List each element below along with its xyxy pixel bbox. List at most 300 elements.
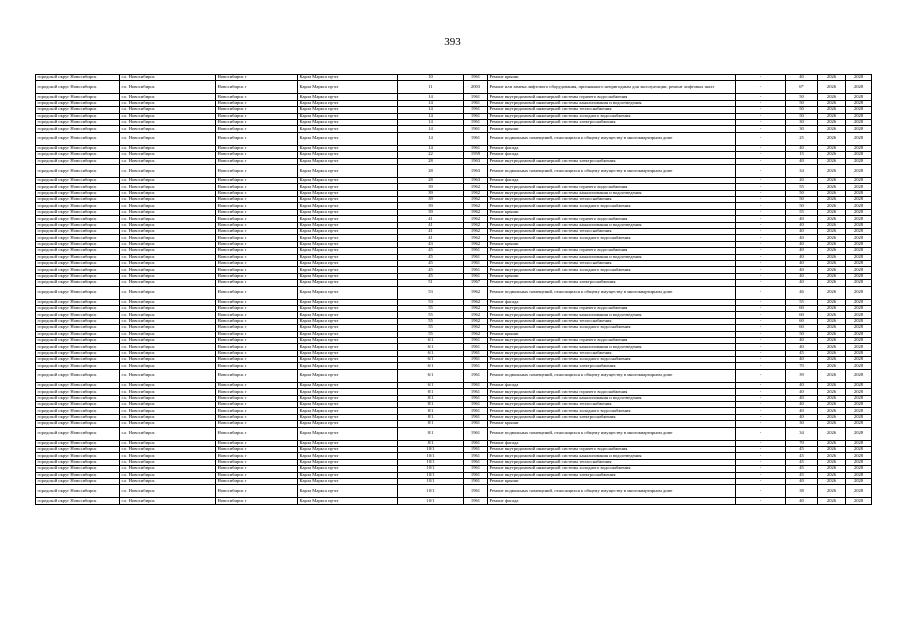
cell-okrug: городской округ Новосибирск bbox=[36, 229, 120, 235]
cell-from: 2026 bbox=[818, 113, 846, 119]
cell-street: Карла Маркса пр-кт bbox=[298, 305, 398, 311]
cell-house: 14 bbox=[398, 145, 464, 151]
cell-dash: - bbox=[736, 273, 786, 279]
cell-house: 55 bbox=[398, 312, 464, 318]
cell-street: Карла Маркса пр-кт bbox=[298, 267, 398, 273]
cell-cost: 50 bbox=[786, 100, 818, 106]
cell-from: 2026 bbox=[818, 158, 846, 164]
cell-okrug: городской округ Новосибирск bbox=[36, 325, 120, 331]
cell-house: 14 bbox=[398, 107, 464, 113]
cell-city: г.о. Новосибирск bbox=[120, 235, 216, 241]
cell-dash: - bbox=[736, 100, 786, 106]
cell-city: г.о. Новосибирск bbox=[120, 485, 216, 498]
cell-np: Новосибирск г bbox=[216, 197, 298, 203]
cell-np: Новосибирск г bbox=[216, 273, 298, 279]
cell-cost: 40 bbox=[786, 248, 818, 254]
cell-np: Новосибирск г bbox=[216, 94, 298, 100]
cell-okrug: городской округ Новосибирск bbox=[36, 241, 120, 247]
cell-house: 8/1 bbox=[398, 440, 464, 446]
cell-okrug: городской округ Новосибирск bbox=[36, 119, 120, 125]
cell-house: 10/1 bbox=[398, 459, 464, 465]
cell-okrug: городской округ Новосибирск bbox=[36, 254, 120, 260]
cell-from: 2026 bbox=[818, 267, 846, 273]
cell-house: 14 bbox=[398, 100, 464, 106]
cell-from: 2026 bbox=[818, 305, 846, 311]
cell-street: Карла Маркса пр-кт bbox=[298, 126, 398, 132]
cell-street: Карла Маркса пр-кт bbox=[298, 209, 398, 215]
cell-to: 2028 bbox=[846, 132, 872, 145]
cell-year: 1961 bbox=[464, 466, 488, 472]
cell-cost: 15 bbox=[786, 152, 818, 158]
cell-to: 2028 bbox=[846, 498, 872, 504]
cell-np: Новосибирск г bbox=[216, 235, 298, 241]
cell-year: 1961 bbox=[464, 344, 488, 350]
cell-street: Карла Маркса пр-кт bbox=[298, 369, 398, 382]
cell-work: Ремонт внутридомовой инженерной системы канализования и водоотведения bbox=[488, 254, 736, 260]
cell-street: Карла Маркса пр-кт bbox=[298, 94, 398, 100]
cell-np: Новосибирск г bbox=[216, 222, 298, 228]
cell-dash: - bbox=[736, 318, 786, 324]
cell-np: Новосибирск г bbox=[216, 286, 298, 299]
cell-from: 2026 bbox=[818, 389, 846, 395]
cell-house: 45 bbox=[398, 254, 464, 260]
cell-dash: - bbox=[736, 132, 786, 145]
cell-city: г.о. Новосибирск bbox=[120, 414, 216, 420]
cell-street: Карла Маркса пр-кт bbox=[298, 478, 398, 484]
cell-year: 1961 bbox=[464, 402, 488, 408]
cell-to: 2028 bbox=[846, 382, 872, 388]
cell-okrug: городской округ Новосибирск bbox=[36, 203, 120, 209]
cell-city: г.о. Новосибирск bbox=[120, 197, 216, 203]
cell-city: г.о. Новосибирск bbox=[120, 248, 216, 254]
cell-from: 2026 bbox=[818, 190, 846, 196]
cell-house: 10/1 bbox=[398, 478, 464, 484]
cell-np: Новосибирск г bbox=[216, 395, 298, 401]
cell-np: Новосибирск г bbox=[216, 132, 298, 145]
cell-street: Карла Маркса пр-кт bbox=[298, 222, 398, 228]
cell-from: 2026 bbox=[818, 318, 846, 324]
cell-street: Карла Маркса пр-кт bbox=[298, 145, 398, 151]
cell-np: Новосибирск г bbox=[216, 312, 298, 318]
cell-dash: - bbox=[736, 498, 786, 504]
cell-dash: - bbox=[736, 94, 786, 100]
cell-okrug: городской округ Новосибирск bbox=[36, 94, 120, 100]
cell-okrug: городской округ Новосибирск bbox=[36, 216, 120, 222]
cell-dash: - bbox=[736, 152, 786, 158]
cell-to: 2028 bbox=[846, 395, 872, 401]
cell-house: 41 bbox=[398, 222, 464, 228]
cell-year: 1962 bbox=[464, 222, 488, 228]
cell-to: 2028 bbox=[846, 197, 872, 203]
cell-from: 2026 bbox=[818, 222, 846, 228]
cell-np: Новосибирск г bbox=[216, 408, 298, 414]
cell-year: 1961 bbox=[464, 107, 488, 113]
cell-street: Карла Маркса пр-кт bbox=[298, 177, 398, 183]
cell-dash: - bbox=[736, 382, 786, 388]
cell-work: Ремонт внутридомовой инженерной системы электроснабжения bbox=[488, 414, 736, 420]
cell-from: 2026 bbox=[818, 177, 846, 183]
cell-street: Карла Маркса пр-кт bbox=[298, 260, 398, 266]
cell-work: Ремонт внутридомовой инженерной системы теплоснабжения bbox=[488, 350, 736, 356]
cell-street: Карла Маркса пр-кт bbox=[298, 382, 398, 388]
cell-work: Ремонт фасада bbox=[488, 299, 736, 305]
cell-year: 1961 bbox=[464, 248, 488, 254]
cell-np: Новосибирск г bbox=[216, 119, 298, 125]
cell-np: Новосибирск г bbox=[216, 478, 298, 484]
cell-city: г.о. Новосибирск bbox=[120, 498, 216, 504]
cell-work: Ремонт внутридомовой инженерной системы теплоснабжения bbox=[488, 197, 736, 203]
cell-from: 2026 bbox=[818, 273, 846, 279]
cell-cost: 30 bbox=[786, 421, 818, 427]
cell-year: 1962 bbox=[464, 312, 488, 318]
cell-to: 2028 bbox=[846, 440, 872, 446]
cell-dash: - bbox=[736, 75, 786, 81]
cell-city: г.о. Новосибирск bbox=[120, 177, 216, 183]
cell-from: 2026 bbox=[818, 453, 846, 459]
cell-city: г.о. Новосибирск bbox=[120, 286, 216, 299]
cell-work: Ремонт внутридомовой инженерной системы электроснабжения bbox=[488, 472, 736, 478]
cell-city: г.о. Новосибирск bbox=[120, 100, 216, 106]
cell-okrug: городской округ Новосибирск bbox=[36, 190, 120, 196]
cell-street: Карла Маркса пр-кт bbox=[298, 337, 398, 343]
cell-cost: 20 bbox=[786, 177, 818, 183]
cell-np: Новосибирск г bbox=[216, 318, 298, 324]
cell-okrug: городской округ Новосибирск bbox=[36, 459, 120, 465]
cell-dash: - bbox=[736, 280, 786, 286]
cell-np: Новосибирск г bbox=[216, 229, 298, 235]
cell-from: 2026 bbox=[818, 337, 846, 343]
cell-cost: 60 bbox=[786, 305, 818, 311]
cell-street: Карла Маркса пр-кт bbox=[298, 421, 398, 427]
cell-np: Новосибирск г bbox=[216, 75, 298, 81]
cell-to: 2028 bbox=[846, 389, 872, 395]
cell-np: Новосибирск г bbox=[216, 440, 298, 446]
cell-city: г.о. Новосибирск bbox=[120, 132, 216, 145]
cell-year: 1967 bbox=[464, 280, 488, 286]
cell-house: 6/1 bbox=[398, 344, 464, 350]
cell-okrug: городской округ Новосибирск bbox=[36, 318, 120, 324]
cell-cost: 50 bbox=[786, 94, 818, 100]
cell-street: Карла Маркса пр-кт bbox=[298, 325, 398, 331]
cell-okrug: городской округ Новосибирск bbox=[36, 389, 120, 395]
cell-street: Карла Маркса пр-кт bbox=[298, 113, 398, 119]
cell-to: 2028 bbox=[846, 466, 872, 472]
cell-street: Карла Маркса пр-кт bbox=[298, 446, 398, 452]
cell-np: Новосибирск г bbox=[216, 267, 298, 273]
cell-cost: 40 bbox=[786, 267, 818, 273]
cell-to: 2028 bbox=[846, 152, 872, 158]
cell-to: 2028 bbox=[846, 318, 872, 324]
cell-year: 1962 bbox=[464, 184, 488, 190]
cell-dash: - bbox=[736, 305, 786, 311]
cell-city: г.о. Новосибирск bbox=[120, 472, 216, 478]
cell-city: г.о. Новосибирск bbox=[120, 478, 216, 484]
cell-year: 1961 bbox=[464, 382, 488, 388]
cell-to: 2028 bbox=[846, 402, 872, 408]
cell-city: г.о. Новосибирск bbox=[120, 203, 216, 209]
cell-year: 1961 bbox=[464, 395, 488, 401]
cell-year: 1961 bbox=[464, 145, 488, 151]
cell-np: Новосибирск г bbox=[216, 427, 298, 440]
table-row bbox=[36, 369, 872, 382]
cell-year: 1961 bbox=[464, 357, 488, 363]
cell-cost: 40 bbox=[786, 75, 818, 81]
cell-dash: - bbox=[736, 190, 786, 196]
cell-house: 8/1 bbox=[398, 395, 464, 401]
table-row bbox=[36, 485, 872, 498]
cell-house: 10/1 bbox=[398, 498, 464, 504]
cell-street: Карла Маркса пр-кт bbox=[298, 158, 398, 164]
cell-np: Новосибирск г bbox=[216, 331, 298, 337]
cell-from: 2026 bbox=[818, 107, 846, 113]
cell-work: Ремонт внутридомовой инженерной системы горячего водоснабжения bbox=[488, 216, 736, 222]
cell-cost: 50 bbox=[786, 331, 818, 337]
cell-to: 2028 bbox=[846, 408, 872, 414]
cell-from: 2026 bbox=[818, 197, 846, 203]
cell-house: 6/1 bbox=[398, 363, 464, 369]
cell-dash: - bbox=[736, 312, 786, 318]
cell-np: Новосибирск г bbox=[216, 81, 298, 94]
cell-year: 1962 bbox=[464, 325, 488, 331]
cell-work: Ремонт внутридомовой инженерной системы канализования и водоотведения bbox=[488, 190, 736, 196]
cell-cost: 30 bbox=[786, 126, 818, 132]
table-row bbox=[36, 286, 872, 299]
cell-work: Ремонт внутридомовой инженерной системы канализования и водоотведения bbox=[488, 312, 736, 318]
cell-street: Карла Маркса пр-кт bbox=[298, 197, 398, 203]
cell-city: г.о. Новосибирск bbox=[120, 395, 216, 401]
cell-year: 1961 bbox=[464, 427, 488, 440]
cell-year: 1961 bbox=[464, 459, 488, 465]
cell-np: Новосибирск г bbox=[216, 337, 298, 343]
cell-work: Ремонт внутридомовой инженерной системы горячего водоснабжения bbox=[488, 305, 736, 311]
cell-city: г.о. Новосибирск bbox=[120, 229, 216, 235]
cell-work: Ремонт внутридомовой инженерной системы холодного водоснабжения bbox=[488, 235, 736, 241]
cell-year: 1961 bbox=[464, 100, 488, 106]
cell-to: 2028 bbox=[846, 190, 872, 196]
cell-from: 2026 bbox=[818, 369, 846, 382]
cell-from: 2026 bbox=[818, 119, 846, 125]
cell-cost: 39 bbox=[786, 369, 818, 382]
cell-year: 1961 bbox=[464, 498, 488, 504]
cell-dash: - bbox=[736, 222, 786, 228]
cell-house: 14 bbox=[398, 94, 464, 100]
cell-dash: - bbox=[736, 216, 786, 222]
cell-year: 1961 bbox=[464, 337, 488, 343]
cell-cost: 50 bbox=[786, 190, 818, 196]
cell-to: 2028 bbox=[846, 209, 872, 215]
cell-cost: 60 bbox=[786, 325, 818, 331]
cell-dash: - bbox=[736, 357, 786, 363]
cell-okrug: городской округ Новосибирск bbox=[36, 280, 120, 286]
cell-cost: 40 bbox=[786, 280, 818, 286]
cell-to: 2028 bbox=[846, 216, 872, 222]
cell-np: Новосибирск г bbox=[216, 369, 298, 382]
cell-dash: - bbox=[736, 267, 786, 273]
cell-to: 2028 bbox=[846, 472, 872, 478]
cell-year: 1962 bbox=[464, 190, 488, 196]
cell-city: г.о. Новосибирск bbox=[120, 216, 216, 222]
cell-to: 2028 bbox=[846, 363, 872, 369]
cell-cost: 40 bbox=[786, 254, 818, 260]
cell-house: 14 bbox=[398, 119, 464, 125]
cell-city: г.о. Новосибирск bbox=[120, 466, 216, 472]
cell-to: 2028 bbox=[846, 286, 872, 299]
cell-city: г.о. Новосибирск bbox=[120, 427, 216, 440]
cell-work: Ремонт внутридомовой инженерной системы теплоснабжения bbox=[488, 459, 736, 465]
cell-work: Ремонт внутридомовой инженерной системы холодного водоснабжения bbox=[488, 203, 736, 209]
cell-work: Ремонт подвальных помещений, относящихся к общему имуществу в многоквартирном доме bbox=[488, 286, 736, 299]
cell-work: Ремонт крыши bbox=[488, 75, 736, 81]
cell-okrug: городской округ Новосибирск bbox=[36, 184, 120, 190]
cell-okrug: городской округ Новосибирск bbox=[36, 344, 120, 350]
cell-street: Карла Маркса пр-кт bbox=[298, 100, 398, 106]
cell-okrug: городской округ Новосибирск bbox=[36, 222, 120, 228]
cell-year: 1961 bbox=[464, 273, 488, 279]
cell-okrug: городской округ Новосибирск bbox=[36, 312, 120, 318]
cell-to: 2028 bbox=[846, 75, 872, 81]
cell-dash: - bbox=[736, 164, 786, 177]
cell-from: 2026 bbox=[818, 241, 846, 247]
cell-year: 1961 bbox=[464, 472, 488, 478]
cell-work: Ремонт внутридомовой инженерной системы канализования и водоотведения bbox=[488, 100, 736, 106]
cell-work: Ремонт внутридомовой инженерной системы горячего водоснабжения bbox=[488, 184, 736, 190]
cell-from: 2026 bbox=[818, 132, 846, 145]
cell-city: г.о. Новосибирск bbox=[120, 190, 216, 196]
cell-year: 1962 bbox=[464, 286, 488, 299]
cell-okrug: городской округ Новосибирск bbox=[36, 100, 120, 106]
cell-house: 6/1 bbox=[398, 357, 464, 363]
cell-np: Новосибирск г bbox=[216, 299, 298, 305]
cell-house: 22 bbox=[398, 152, 464, 158]
cell-okrug: городской округ Новосибирск bbox=[36, 267, 120, 273]
cell-dash: - bbox=[736, 459, 786, 465]
cell-from: 2026 bbox=[818, 498, 846, 504]
cell-okrug: городской округ Новосибирск bbox=[36, 408, 120, 414]
cell-from: 2026 bbox=[818, 280, 846, 286]
cell-from: 2026 bbox=[818, 344, 846, 350]
cell-work: Ремонт внутридомовой инженерной системы холодного водоснабжения bbox=[488, 357, 736, 363]
cell-dash: - bbox=[736, 395, 786, 401]
cell-to: 2028 bbox=[846, 325, 872, 331]
cell-np: Новосибирск г bbox=[216, 100, 298, 106]
cell-house: 10/1 bbox=[398, 472, 464, 478]
cell-from: 2026 bbox=[818, 472, 846, 478]
cell-city: г.о. Новосибирск bbox=[120, 421, 216, 427]
cell-house: 39 bbox=[398, 197, 464, 203]
cell-to: 2028 bbox=[846, 459, 872, 465]
cell-okrug: городской округ Новосибирск bbox=[36, 363, 120, 369]
cell-city: г.о. Новосибирск bbox=[120, 344, 216, 350]
cell-to: 2028 bbox=[846, 267, 872, 273]
cell-to: 2028 bbox=[846, 331, 872, 337]
cell-work: Ремонт внутридомовой инженерной системы электроснабжения bbox=[488, 363, 736, 369]
cell-house: 51 bbox=[398, 280, 464, 286]
cell-year: 1962 bbox=[464, 197, 488, 203]
cell-np: Новосибирск г bbox=[216, 305, 298, 311]
cell-street: Карла Маркса пр-кт bbox=[298, 248, 398, 254]
cell-to: 2028 bbox=[846, 241, 872, 247]
cell-street: Карла Маркса пр-кт bbox=[298, 190, 398, 196]
page-number: 393 bbox=[444, 36, 461, 48]
cell-city: г.о. Новосибирск bbox=[120, 357, 216, 363]
cell-year: 1962 bbox=[464, 203, 488, 209]
cell-okrug: городской округ Новосибирск bbox=[36, 286, 120, 299]
cell-work: Ремонт внутридомовой инженерной системы канализования и водоотведения bbox=[488, 453, 736, 459]
cell-okrug: городской округ Новосибирск bbox=[36, 440, 120, 446]
cell-to: 2028 bbox=[846, 203, 872, 209]
cell-okrug: городской округ Новосибирск bbox=[36, 402, 120, 408]
cell-street: Карла Маркса пр-кт bbox=[298, 75, 398, 81]
cell-street: Карла Маркса пр-кт bbox=[298, 408, 398, 414]
cell-cost: 40 bbox=[786, 478, 818, 484]
cell-work: Ремонт или замена лифтового оборудования, признанного непригодным для эксплуатации, ремонт лифтовых шахт bbox=[488, 81, 736, 94]
cell-year: 1962 bbox=[464, 305, 488, 311]
cell-dash: - bbox=[736, 440, 786, 446]
cell-street: Карла Маркса пр-кт bbox=[298, 498, 398, 504]
cell-work: Ремонт внутридомовой инженерной системы канализования и водоотведения bbox=[488, 395, 736, 401]
cell-from: 2026 bbox=[818, 75, 846, 81]
cell-cost: 40 bbox=[786, 241, 818, 247]
cell-street: Карла Маркса пр-кт bbox=[298, 119, 398, 125]
cell-year: 1961 bbox=[464, 350, 488, 356]
cell-work: Ремонт подвальных помещений, относящихся к общему имуществу в многоквартирном доме bbox=[488, 485, 736, 498]
cell-okrug: городской округ Новосибирск bbox=[36, 209, 120, 215]
cell-city: г.о. Новосибирск bbox=[120, 164, 216, 177]
cell-dash: - bbox=[736, 337, 786, 343]
cell-okrug: городской округ Новосибирск bbox=[36, 273, 120, 279]
cell-cost: 34 bbox=[786, 427, 818, 440]
cell-year: 1961 bbox=[464, 440, 488, 446]
cell-year: 1961 bbox=[464, 414, 488, 420]
cell-street: Карла Маркса пр-кт bbox=[298, 203, 398, 209]
cell-to: 2028 bbox=[846, 280, 872, 286]
cell-to: 2028 bbox=[846, 145, 872, 151]
cell-work: Ремонт крыши bbox=[488, 421, 736, 427]
cell-house: 6/1 bbox=[398, 369, 464, 382]
cell-work: Ремонт внутридомовой инженерной системы теплоснабжения bbox=[488, 318, 736, 324]
cell-from: 2026 bbox=[818, 248, 846, 254]
cell-street: Карла Маркса пр-кт bbox=[298, 152, 398, 158]
cell-city: г.о. Новосибирск bbox=[120, 75, 216, 81]
cell-to: 2028 bbox=[846, 254, 872, 260]
cell-cost: 55 bbox=[786, 184, 818, 190]
cell-from: 2026 bbox=[818, 331, 846, 337]
cell-house: 43 bbox=[398, 241, 464, 247]
cell-dash: - bbox=[736, 209, 786, 215]
cell-work: Ремонт фасада bbox=[488, 145, 736, 151]
cell-okrug: городской округ Новосибирск bbox=[36, 357, 120, 363]
cell-from: 2026 bbox=[818, 81, 846, 94]
cell-cost: 50 bbox=[786, 197, 818, 203]
cell-cost: 45 bbox=[786, 446, 818, 452]
cell-house: 10/1 bbox=[398, 485, 464, 498]
cell-to: 2028 bbox=[846, 414, 872, 420]
cell-np: Новосибирск г bbox=[216, 389, 298, 395]
cell-to: 2028 bbox=[846, 164, 872, 177]
cell-np: Новосибирск г bbox=[216, 152, 298, 158]
cell-cost: 40 bbox=[786, 395, 818, 401]
cell-from: 2026 bbox=[818, 100, 846, 106]
cell-to: 2028 bbox=[846, 337, 872, 343]
cell-street: Карла Маркса пр-кт bbox=[298, 286, 398, 299]
cell-from: 2026 bbox=[818, 466, 846, 472]
cell-city: г.о. Новосибирск bbox=[120, 209, 216, 215]
cell-year: 1963 bbox=[464, 164, 488, 177]
cell-work: Ремонт фасада bbox=[488, 177, 736, 183]
cell-work: Ремонт внутридомовой инженерной системы холодного водоснабжения bbox=[488, 267, 736, 273]
cell-okrug: городской округ Новосибирск bbox=[36, 305, 120, 311]
cell-house: 55 bbox=[398, 305, 464, 311]
